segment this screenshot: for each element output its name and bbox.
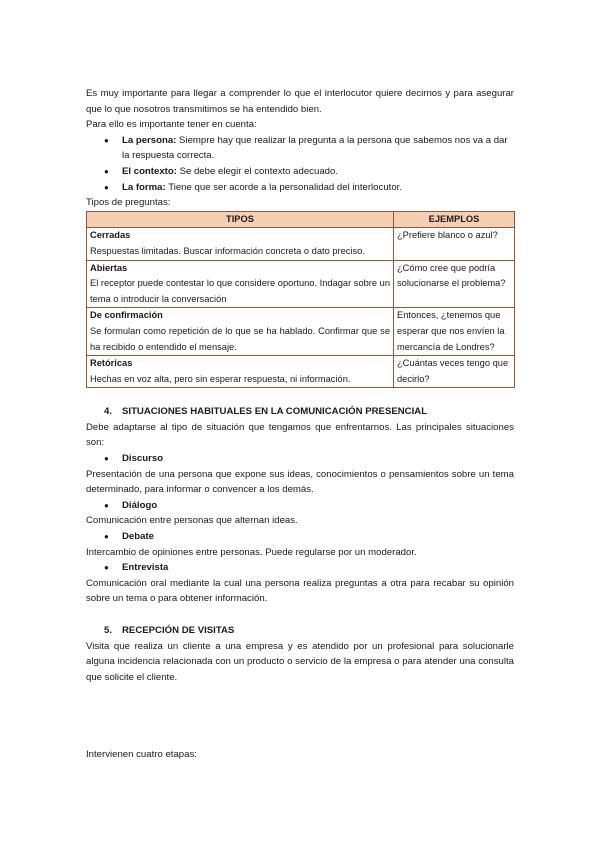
- situation-text: Presentación de una persona que expone sus ideas, conocimientos o pensamientos sobre un tema determinado, para informar o convencer a los demás.: [86, 468, 514, 496]
- situation-label: ● Debate: [86, 529, 514, 545]
- header-tipos: TIPOS: [87, 211, 394, 228]
- type-name: Abiertas: [90, 262, 128, 273]
- section-5-text: Visita que realiza un cliente a una empresa y es atendido por un profesional para solucionarle alguna incidencia relacionada con un producto o servicio de la empresa o para atender una consulta que solicite el cliente.: [86, 640, 514, 683]
- example-cell: Entonces, ¿tenemos que esperar que nos envíen la mercancía de Londres?: [394, 308, 515, 356]
- intro-paragraph: Es muy importante para llegar a comprender lo que el interlocutor quiere decirnos y para asegurar que lo que nosotros transmitimos se ha entendido bien.: [86, 88, 514, 115]
- type-cell: [87, 356, 394, 388]
- consider-item: [86, 133, 514, 164]
- situation-label: ● Entrevista: [86, 560, 514, 576]
- consider-text: Tiene que ser acorde a la personalidad del interlocutor.: [165, 181, 402, 193]
- header-ejemplos: EJEMPLOS: [394, 211, 515, 228]
- page-content: [86, 86, 514, 763]
- type-name: De confirmación: [90, 310, 163, 321]
- table-row: [87, 260, 515, 308]
- type-desc: Se formulan como repetición de lo que se ha hablado. Confirmar que se ha recibido o entendido el mensaje.: [90, 325, 390, 352]
- table-row: [87, 308, 515, 356]
- situation-text: Comunicación oral mediante la cual una persona realiza preguntas a otra para recabar su opinión sobre un tema o para obtener información.: [86, 577, 514, 605]
- situation-label: ● Diálogo: [86, 498, 514, 514]
- consider-term: La forma:: [122, 181, 166, 193]
- situation-label: ● Discurso: [86, 451, 514, 467]
- section-4-intro: Debe adaptarse al tipo de situación que tengamos que enfrentarnos. Las principales situaciones son:: [86, 421, 514, 449]
- section-4-number: 4.: [104, 406, 113, 418]
- table-header-row: [87, 211, 515, 228]
- intro-lead: Para ello es importante tener en cuenta:: [86, 119, 257, 131]
- table-row: [87, 356, 515, 388]
- stages-lead: Intervienen cuatro etapas:: [86, 749, 197, 761]
- consider-term: El contexto:: [122, 165, 177, 177]
- type-desc: Respuestas limitadas. Buscar información concreta o dato preciso.: [90, 245, 365, 256]
- table-row: [87, 228, 515, 260]
- question-types-lead: Tipos de preguntas:: [86, 197, 171, 209]
- section-4-title: SITUACIONES HABITUALES EN LA COMUNICACIÓN PRESENCIAL: [122, 406, 428, 418]
- consider-term: La persona:: [122, 134, 177, 146]
- example-cell: ¿Prefiere blanco o azul?: [394, 228, 515, 260]
- type-cell: [87, 308, 394, 356]
- type-name: Cerradas: [90, 230, 131, 241]
- type-cell: [87, 260, 394, 308]
- type-desc: El receptor puede contestar lo que considere oportuno. Indagar sobre un tema o introducir la conversación: [90, 278, 390, 304]
- type-desc: Hechas en voz alta, pero sin esperar respuesta, ni información.: [90, 373, 351, 384]
- consider-text: Siempre hay que realizar la pregunta a la persona que sabemos nos va a dar la respuesta correcta.: [122, 134, 508, 162]
- example-cell: ¿Cómo cree que podría solucionarse el problema?: [394, 260, 515, 308]
- consider-text: Se debe elegir el contexto adecuado.: [176, 165, 338, 177]
- type-name: Retóricas: [90, 358, 133, 369]
- example-cell: ¿Cuántas veces tengo que decirlo?: [394, 356, 515, 388]
- section-5-title: RECEPCIÓN DE VISITAS: [122, 625, 235, 636]
- situation-text: Intercambio de opiniones entre personas. Puede regularse por un moderador.: [86, 546, 417, 558]
- situation-text: Comunicación entre personas que alternan ideas.: [86, 515, 298, 527]
- section-4-heading: [86, 404, 514, 420]
- section-5-number: 5.: [104, 625, 113, 636]
- section-5-heading: [86, 623, 514, 639]
- type-cell: [87, 228, 394, 260]
- question-types-table: [86, 211, 515, 389]
- consider-item: [86, 180, 514, 196]
- consider-list: [86, 133, 514, 195]
- consider-item: [86, 164, 514, 180]
